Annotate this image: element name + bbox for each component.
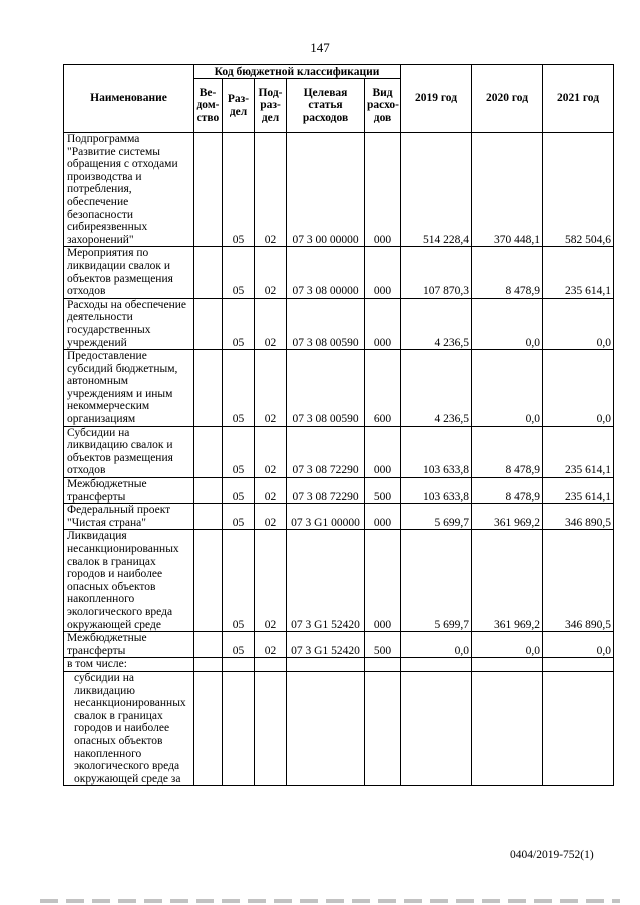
cell-razdel bbox=[223, 658, 255, 672]
cell-2020: 370 448,1 bbox=[472, 133, 543, 247]
table-row bbox=[64, 426, 614, 477]
cell-2019: 4 236,5 bbox=[401, 350, 472, 427]
cell-vid: 600 bbox=[365, 350, 401, 427]
cell-2019: 103 633,8 bbox=[401, 426, 472, 477]
cell-celevaya: 07 3 08 00000 bbox=[287, 247, 365, 298]
header-2021: 2021 год bbox=[543, 65, 614, 133]
cell-2019: 0,0 bbox=[401, 632, 472, 658]
cell-podrazdel: 02 bbox=[255, 350, 287, 427]
table-row bbox=[64, 530, 614, 632]
cell-name: в том числе: bbox=[64, 658, 194, 672]
cell-podrazdel: 02 bbox=[255, 298, 287, 349]
cell-vedomstvo bbox=[194, 247, 223, 298]
cell-razdel: 05 bbox=[223, 478, 255, 504]
cell-2021 bbox=[543, 658, 614, 672]
cell-celevaya: 07 3 08 72290 bbox=[287, 426, 365, 477]
cell-podrazdel bbox=[255, 658, 287, 672]
cell-name: субсидии на ликвидацию несанкционированных свалок в границах городов и наиболее опасных объектов накопленного экологического вреда окружающей среде за bbox=[64, 671, 194, 785]
cell-podrazdel bbox=[255, 671, 287, 785]
table-row bbox=[64, 133, 614, 247]
cell-2020: 361 969,2 bbox=[472, 504, 543, 530]
cell-vid: 000 bbox=[365, 298, 401, 349]
cell-name: Ликвидация несанкционированных свалок в границах городов и наиболее опасных объектов накопленного экологического вреда окружающей среде bbox=[64, 530, 194, 632]
header-podrazdel: Под- раз- дел bbox=[255, 79, 287, 133]
cell-2020 bbox=[472, 671, 543, 785]
cell-vedomstvo bbox=[194, 530, 223, 632]
cell-2019: 5 699,7 bbox=[401, 504, 472, 530]
cell-2020: 0,0 bbox=[472, 350, 543, 427]
header-name: Наименование bbox=[64, 65, 194, 133]
table-row bbox=[64, 350, 614, 427]
document-code: 0404/2019-752(1) bbox=[510, 849, 594, 861]
table-row bbox=[64, 298, 614, 349]
cell-name: Предоставление субсидий бюджетным, автономным учреждениям и иным некоммерческим организациям bbox=[64, 350, 194, 427]
cell-vedomstvo bbox=[194, 350, 223, 427]
cell-vid: 500 bbox=[365, 632, 401, 658]
cell-podrazdel: 02 bbox=[255, 247, 287, 298]
cell-razdel: 05 bbox=[223, 298, 255, 349]
cell-name: Субсидии на ликвидацию свалок и объектов размещения отходов bbox=[64, 426, 194, 477]
cell-razdel: 05 bbox=[223, 632, 255, 658]
header-vid: Вид расхо- дов bbox=[365, 79, 401, 133]
cell-2020: 361 969,2 bbox=[472, 530, 543, 632]
cell-podrazdel: 02 bbox=[255, 632, 287, 658]
cell-vid bbox=[365, 671, 401, 785]
cell-celevaya: 07 3 08 00590 bbox=[287, 350, 365, 427]
cell-name: Межбюджетные трансферты bbox=[64, 632, 194, 658]
cell-2020: 8 478,9 bbox=[472, 426, 543, 477]
header-2020: 2020 год bbox=[472, 65, 543, 133]
cell-2021: 0,0 bbox=[543, 632, 614, 658]
cell-razdel: 05 bbox=[223, 504, 255, 530]
table-body bbox=[64, 133, 614, 786]
table-row bbox=[64, 671, 614, 785]
cell-vedomstvo bbox=[194, 133, 223, 247]
cell-celevaya: 07 3 G1 00000 bbox=[287, 504, 365, 530]
budget-table bbox=[63, 64, 614, 786]
cell-celevaya bbox=[287, 671, 365, 785]
cell-vedomstvo bbox=[194, 658, 223, 672]
cell-celevaya: 07 3 08 72290 bbox=[287, 478, 365, 504]
header-razdel: Раз- дел bbox=[223, 79, 255, 133]
cell-2020 bbox=[472, 658, 543, 672]
cell-2020: 8 478,9 bbox=[472, 247, 543, 298]
cell-2021: 582 504,6 bbox=[543, 133, 614, 247]
cell-2021: 235 614,1 bbox=[543, 478, 614, 504]
cell-celevaya: 07 3 G1 52420 bbox=[287, 632, 365, 658]
cell-2019: 4 236,5 bbox=[401, 298, 472, 349]
cell-vedomstvo bbox=[194, 504, 223, 530]
cell-2019: 103 633,8 bbox=[401, 478, 472, 504]
scan-footer-strip bbox=[40, 899, 620, 903]
cell-razdel: 05 bbox=[223, 426, 255, 477]
header-code-group: Код бюджетной классификации bbox=[194, 65, 401, 79]
table-row bbox=[64, 504, 614, 530]
cell-razdel: 05 bbox=[223, 247, 255, 298]
cell-2020: 0,0 bbox=[472, 632, 543, 658]
cell-vid: 500 bbox=[365, 478, 401, 504]
page-number: 147 bbox=[310, 40, 330, 55]
cell-celevaya: 07 3 08 00590 bbox=[287, 298, 365, 349]
cell-podrazdel: 02 bbox=[255, 530, 287, 632]
cell-vid: 000 bbox=[365, 133, 401, 247]
cell-celevaya: 07 3 G1 52420 bbox=[287, 530, 365, 632]
header-2019: 2019 год bbox=[401, 65, 472, 133]
cell-name: Межбюджетные трансферты bbox=[64, 478, 194, 504]
cell-celevaya: 07 3 00 00000 bbox=[287, 133, 365, 247]
cell-2021: 346 890,5 bbox=[543, 530, 614, 632]
cell-vedomstvo bbox=[194, 426, 223, 477]
cell-vedomstvo bbox=[194, 632, 223, 658]
cell-2019 bbox=[401, 658, 472, 672]
cell-razdel: 05 bbox=[223, 530, 255, 632]
cell-2021 bbox=[543, 671, 614, 785]
cell-2021: 0,0 bbox=[543, 298, 614, 349]
cell-razdel bbox=[223, 671, 255, 785]
cell-vedomstvo bbox=[194, 671, 223, 785]
cell-podrazdel: 02 bbox=[255, 133, 287, 247]
cell-vid bbox=[365, 658, 401, 672]
cell-podrazdel: 02 bbox=[255, 478, 287, 504]
cell-2019: 5 699,7 bbox=[401, 530, 472, 632]
cell-razdel: 05 bbox=[223, 133, 255, 247]
header-vedomstvo: Ве- дом- ство bbox=[194, 79, 223, 133]
cell-name: Подпрограмма "Развитие системы обращения с отходами производства и потребления, обеспечение безопасности сибиреязвенных захоронений" bbox=[64, 133, 194, 247]
table-row bbox=[64, 478, 614, 504]
cell-2019: 514 228,4 bbox=[401, 133, 472, 247]
table-row bbox=[64, 632, 614, 658]
cell-2019: 107 870,3 bbox=[401, 247, 472, 298]
header-celevaya: Целевая статья расходов bbox=[287, 79, 365, 133]
cell-2021: 346 890,5 bbox=[543, 504, 614, 530]
cell-celevaya bbox=[287, 658, 365, 672]
cell-podrazdel: 02 bbox=[255, 426, 287, 477]
cell-2020: 8 478,9 bbox=[472, 478, 543, 504]
cell-razdel: 05 bbox=[223, 350, 255, 427]
cell-name: Федеральный проект "Чистая страна" bbox=[64, 504, 194, 530]
cell-vedomstvo bbox=[194, 298, 223, 349]
cell-2021: 235 614,1 bbox=[543, 426, 614, 477]
cell-2019 bbox=[401, 671, 472, 785]
table-row bbox=[64, 658, 614, 672]
cell-vedomstvo bbox=[194, 478, 223, 504]
table-header bbox=[64, 65, 614, 133]
cell-vid: 000 bbox=[365, 247, 401, 298]
cell-2021: 235 614,1 bbox=[543, 247, 614, 298]
cell-2020: 0,0 bbox=[472, 298, 543, 349]
cell-vid: 000 bbox=[365, 504, 401, 530]
cell-podrazdel: 02 bbox=[255, 504, 287, 530]
cell-vid: 000 bbox=[365, 426, 401, 477]
cell-vid: 000 bbox=[365, 530, 401, 632]
cell-name: Мероприятия по ликвидации свалок и объектов размещения отходов bbox=[64, 247, 194, 298]
table-row bbox=[64, 247, 614, 298]
cell-name: Расходы на обеспечение деятельности государственных учреждений bbox=[64, 298, 194, 349]
cell-2021: 0,0 bbox=[543, 350, 614, 427]
